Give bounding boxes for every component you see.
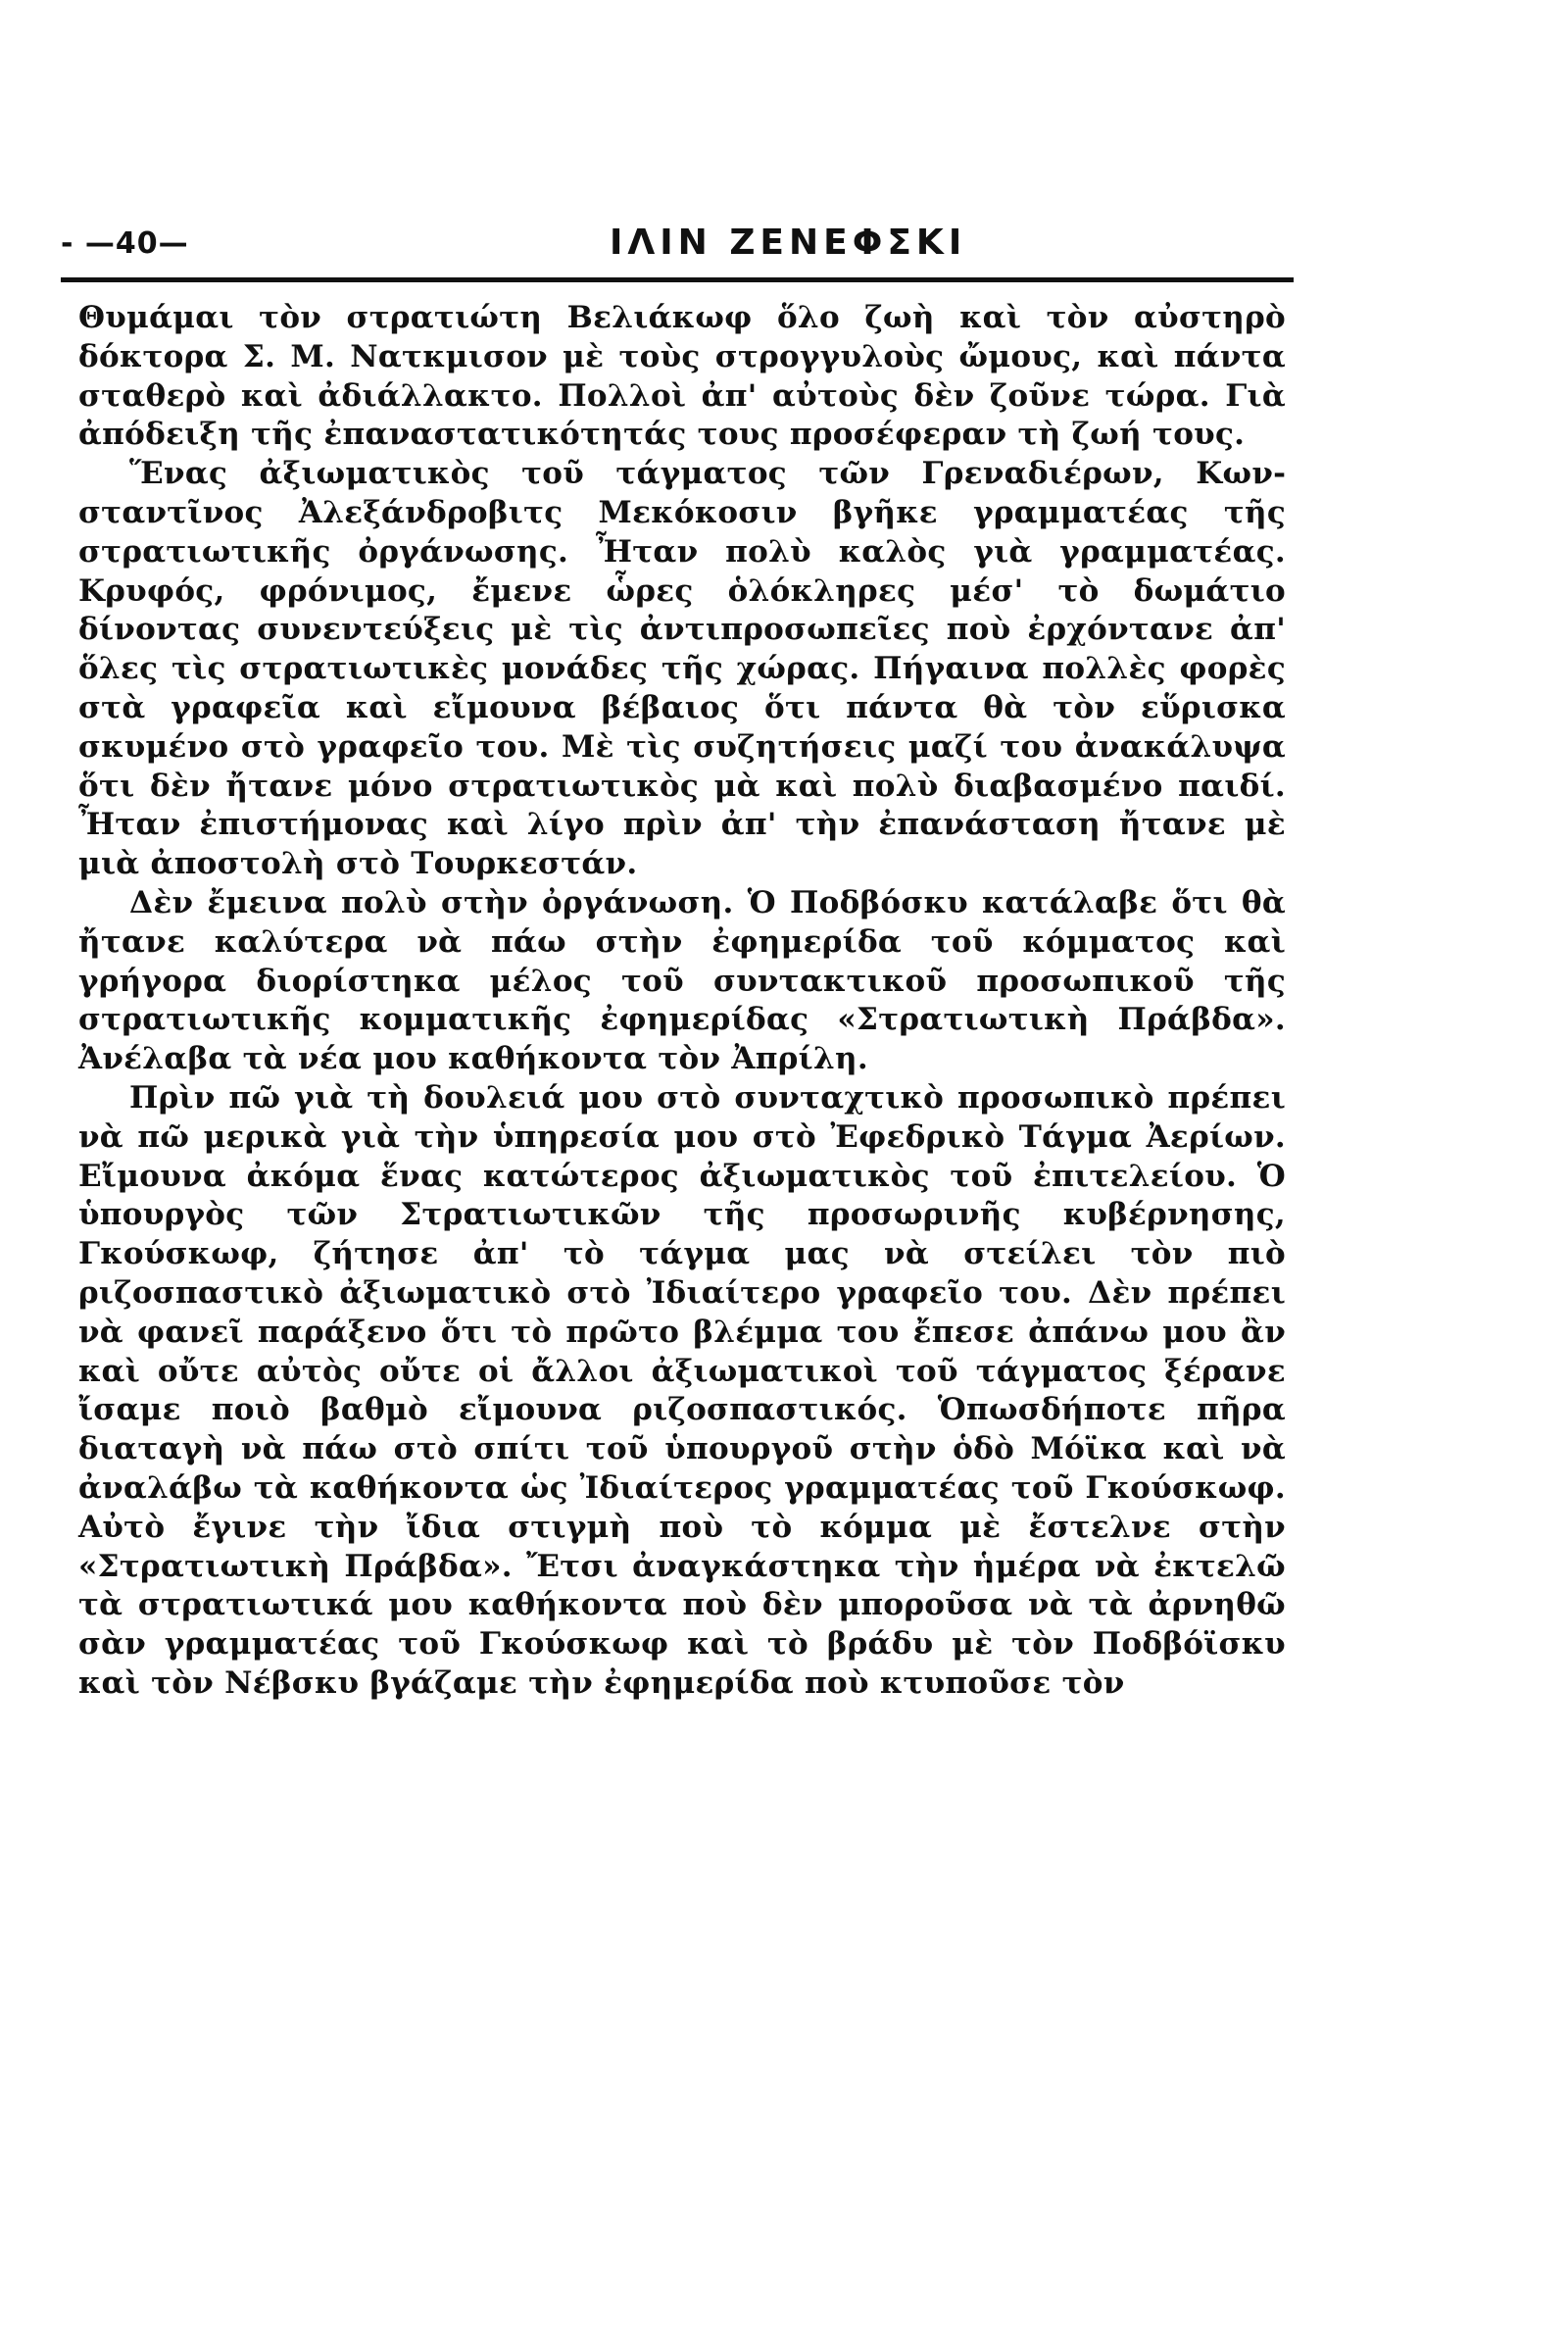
paragraph: Δὲν ἔμεινα πολὺ στὴν ὀργάνωση. Ὁ Ποδβόσκυ κατάλαβε ὅτι θὰ ἤτανε καλύτερα νὰ πάω στὴν ἐφημερίδα τοῦ κόμματος καὶ γρήγορα διορίστηκα μέλος τοῦ συντακτικοῦ προσωπικοῦ τῆς στρατιωτικῆς κομματικῆς ἐφημερίδας «Στρατιωτικὴ Πράβδα». Ἀνέλαβα τὰ νέα μου καθήκοντα τὸν Ἀπρίλη. (78, 884, 1286, 1077)
header-rule (61, 277, 1294, 282)
paragraph: Θυμάμαι τὸν στρατιώτη Βελιάκωφ ὅλο ζωὴ καὶ τὸν αὐστηρὸ δόκτορα Σ. Μ. Νατκμισον μὲ τοὺς στρογγυλοὺς ὤμους, καὶ πάντα σταθερὸ καὶ ἀδιάλλακτο. Πολλοὶ ἀπ' αὐτοὺς δὲν ζοῦνε τώρα. Γιὰ ἀπόδειξη τῆς ἐπαναστατικότητάς τους προσέφεραν τὴ ζωή τους. (78, 300, 1286, 453)
body-text (78, 299, 1286, 1704)
running-header (61, 218, 1286, 263)
running-title: ΙΛΙΝ ΖΕΝΕΦΣΚΙ (610, 223, 967, 263)
page-number: - —40— (61, 226, 189, 261)
paragraph: Πρὶν πῶ γιὰ τὴ δουλειά μου στὸ συνταχτικὸ προσωπικὸ πρέπει νὰ πῶ μερικὰ γιὰ τὴν ὑπηρεσία μου στὸ Ἐφεδρικὸ Τάγμα Ἀερίων. Εἴμουνα ἀκόμα ἕνας κατώτερος ἀξιωματικὸς τοῦ ἐπιτελείου. Ὁ ὑπουργὸς τῶν Στρατιωτικῶν τῆς προσωρινῆς κυβέρνησης, Γκούσκωφ, ζήτησε ἀπ' τὸ τάγμα μας νὰ στείλει τὸν πιὸ ριζοσπαστικὸ ἀξιωματικὸ στὸ Ἰδιαίτερο γραφεῖο του. Δὲν πρέπει νὰ φανεῖ παράξενο ὅτι τὸ πρῶτο βλέμμα του ἔπεσε ἀπάνω μου ἂν καὶ οὔτε αὐτὸς οὔτε οἱ ἄλλοι ἀξιωματικοὶ τοῦ τάγματος ξέρανε ἴσαμε ποιὸ βαθμὸ εἴμουνα ριζοσπαστικός. Ὁπωσδήποτε πῆρα διαταγὴ νὰ πάω στὸ σπίτι τοῦ ὑπουργοῦ στὴν ὁδὸ Μόϊκα καὶ νὰ ἀναλάβω τὰ καθήκοντα ὡς Ἰδιαίτερος γραμματέας τοῦ Γκούσκωφ. Αὐτὸ ἔγινε τὴν ἴδια στιγμὴ ποὺ τὸ κόμμα μὲ ἔστελνε στὴν «Στρατιωτικὴ Πράβδα». Ἔτσι ἀναγκάστηκα τὴν ἡμέρα νὰ ἐκτελῶ τὰ στρατιωτικά μου καθήκοντα ποὺ δὲν μποροῦσα νὰ τὰ ἀρνηθῶ σὰν γραμματέας τοῦ Γκούσκωφ καὶ τὸ βράδυ μὲ τὸν Ποδβόϊσκυ καὶ τὸν Νέβσκυ βγάζαμε τὴν ἐφημερίδα ποὺ κτυποῦσε τὸν (78, 1079, 1286, 1701)
paragraph: Ἕνας ἀξιωματικὸς τοῦ τάγματος τῶν Γρεναδιέρων, Κωνσταντῖνος Ἀλεξάνδροβιτς Μεκόκοσιν βγῆκε γραμματέας τῆς στρατιωτικῆς ὀργάνωσης. Ἦταν πολὺ καλὸς γιὰ γραμματέας. Κρυφός, φρόνιμος, ἔμενε ὧρες ὁλόκληρες μέσ' τὸ δωμάτιο δίνοντας συνεντεύξεις μὲ τὶς ἀντιπροσωπεῖες ποὺ ἐρχόντανε ἀπ' ὅλες τὶς στρατιωτικὲς μονάδες τῆς χώρας. Πήγαινα πολλὲς φορὲς στὰ γραφεῖα καὶ εἴμουνα βέβαιος ὅτι πάντα θὰ τὸν εὕρισκα σκυμένο στὸ γραφεῖο του. Μὲ τὶς συζητήσεις μαζί του ἀνακάλυψα ὅτι δὲν ἤτανε μόνο στρατιωτικὸς μὰ καὶ πολὺ διαβασμένο παιδί. Ἦταν ἐπιστήμονας καὶ λίγο πρὶν ἀπ' τὴν ἐπανάσταση ἤτανε μὲ μιὰ ἀποστολὴ στὸ Τουρκεστάν. (78, 456, 1286, 882)
